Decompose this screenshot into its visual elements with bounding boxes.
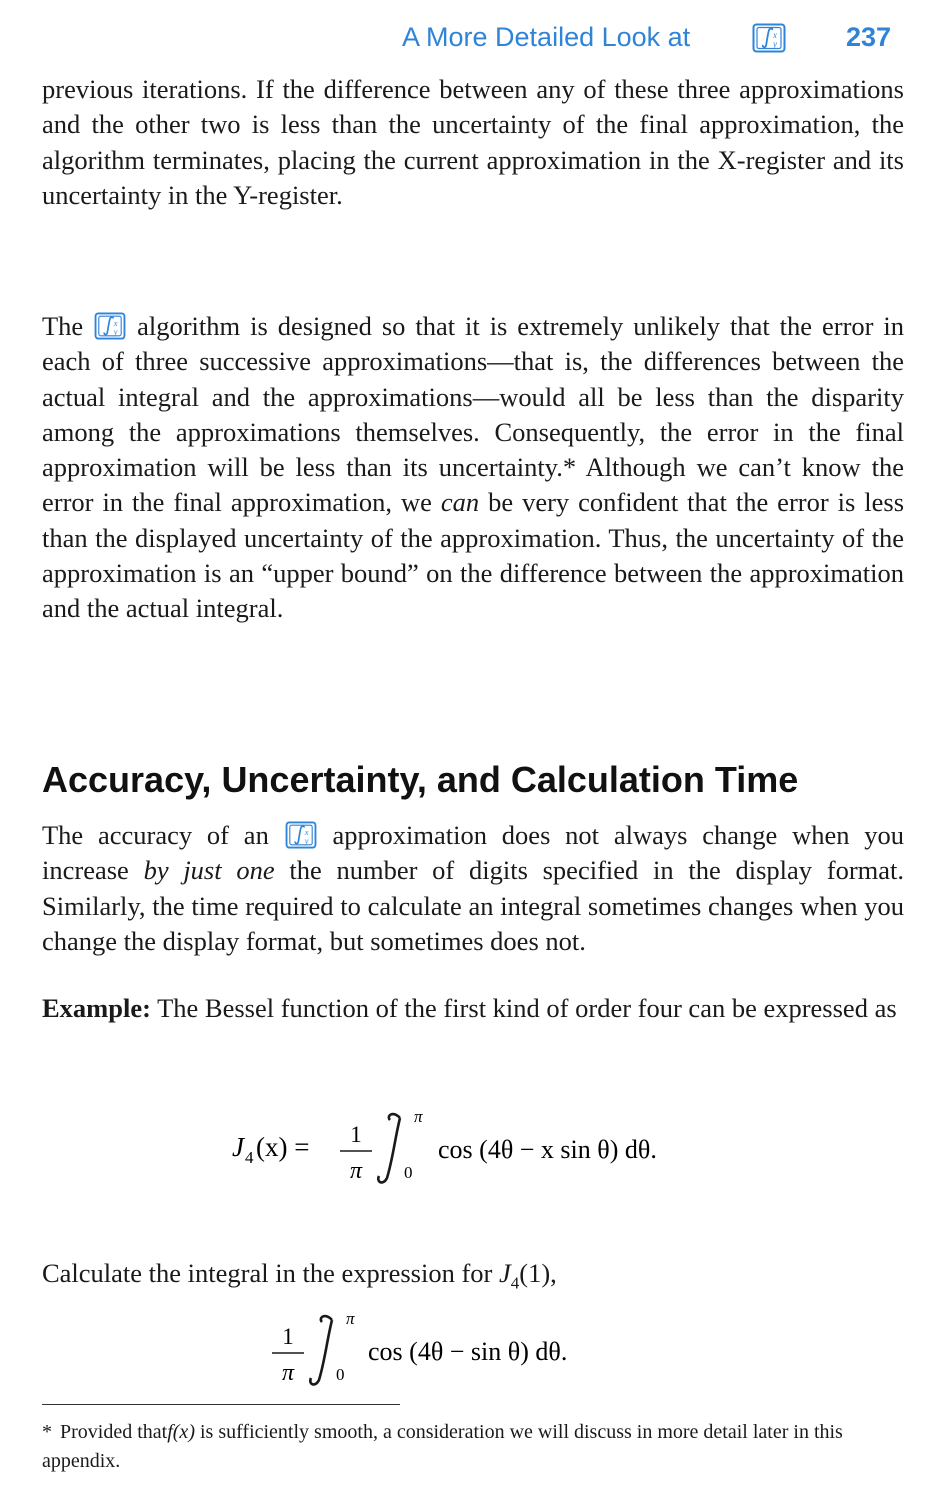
text-segment: The accuracy of an: [42, 820, 269, 850]
page-header: [0, 20, 950, 56]
text-segment: Calculate the integral in the expression for: [42, 1258, 493, 1288]
emphasis-by-just-one: by just one: [143, 855, 275, 886]
svg-text:x: x: [113, 319, 118, 328]
eq-integrand: cos (4θ − sin θ) dθ.: [368, 1337, 568, 1366]
equation-integral: [270, 1310, 670, 1390]
eq-frac-num: 1: [350, 1122, 362, 1147]
eq-frac-den: π: [349, 1158, 363, 1184]
svg-text:x: x: [773, 30, 777, 40]
footnote-marker: *: [42, 1421, 52, 1443]
eq-upper-limit: π: [414, 1108, 423, 1126]
text-segment: is sufficiently smooth, a consideration we will discuss in more detail later in this appendix.: [42, 1421, 843, 1472]
svg-text:x: x: [304, 828, 309, 837]
eq-frac-den: π: [281, 1360, 295, 1386]
footnote: [42, 1418, 904, 1476]
equation-bessel: [230, 1108, 750, 1188]
eq-lower-limit: 0: [336, 1365, 345, 1384]
text-segment: The Bessel function of the first kind of order four can be expressed as: [157, 993, 897, 1023]
paragraph-iterations: previous iterations. If the difference between any of these three approximations and the other two is less than the uncertainty of the final approximation, the algorithm terminates, placing the current approximation in the X-register and its uncertainty in the Y-register.: [42, 74, 904, 210]
example-label: Example:: [42, 993, 151, 1023]
integral-sign: [378, 1114, 400, 1182]
eq-integrand: cos (4θ − x sin θ) dθ.: [438, 1135, 657, 1164]
integral-sign: [310, 1316, 332, 1384]
integral-key-icon: [93, 312, 127, 340]
fn-j: J: [498, 1258, 511, 1288]
page-number: 237: [846, 22, 892, 52]
eq-lhs-sub: 4: [245, 1148, 254, 1167]
eq-upper-limit: π: [346, 1310, 355, 1328]
text-segment: algorithm is designed so that it is extremely unlikely that the error in each of three successive approximations—that is, the differences between the actual integral and the approximations—would all be less than the disparity among the approximations themselves. Consequently, the error in the final approximation will be less than its uncertainty.* Although we can’t know the error in the final approximation, we: [42, 311, 905, 518]
text-segment: approximation does not always change when you increase: [42, 820, 905, 886]
text-segment: be very confident that the error is less than the displayed uncertainty of the approximation. Thus, the uncertainty of the approximation is an “upper bound” on the difference between the approximation and the actual integral.: [42, 487, 905, 624]
paragraph-accuracy: [42, 818, 904, 959]
svg-text:y: y: [304, 836, 309, 846]
text-segment: the number of digits specified in the display format. Similarly, the time required to calculate an integral sometimes changes when you change the display format, but sometimes does not.: [42, 855, 905, 956]
emphasis-can: can: [440, 487, 480, 518]
footnote-fx: f(x): [167, 1421, 195, 1443]
paragraph-example: [42, 991, 904, 1026]
svg-text:y: y: [773, 39, 777, 49]
eq-frac-num: 1: [282, 1324, 294, 1349]
integral-key-icon: [752, 23, 786, 53]
paragraph-algorithm: [42, 309, 904, 627]
paragraph-calculate: [42, 1256, 904, 1301]
section-heading: Accuracy, Uncertainty, and Calculation Time: [42, 759, 799, 800]
integral-key-icon: [284, 821, 318, 849]
eq-lower-limit: 0: [404, 1163, 413, 1182]
text-segment: The: [42, 311, 84, 341]
svg-text:y: y: [113, 327, 118, 337]
eq-lhs: J: [232, 1132, 244, 1162]
eq-lhs-arg: (x) =: [256, 1132, 310, 1162]
fn-sub: 4: [510, 1273, 520, 1293]
fn-arg: (1),: [519, 1258, 557, 1288]
text-segment: Provided that: [60, 1421, 168, 1443]
header-title: A More Detailed Look at: [402, 22, 691, 52]
footnote-divider: [42, 1404, 400, 1405]
